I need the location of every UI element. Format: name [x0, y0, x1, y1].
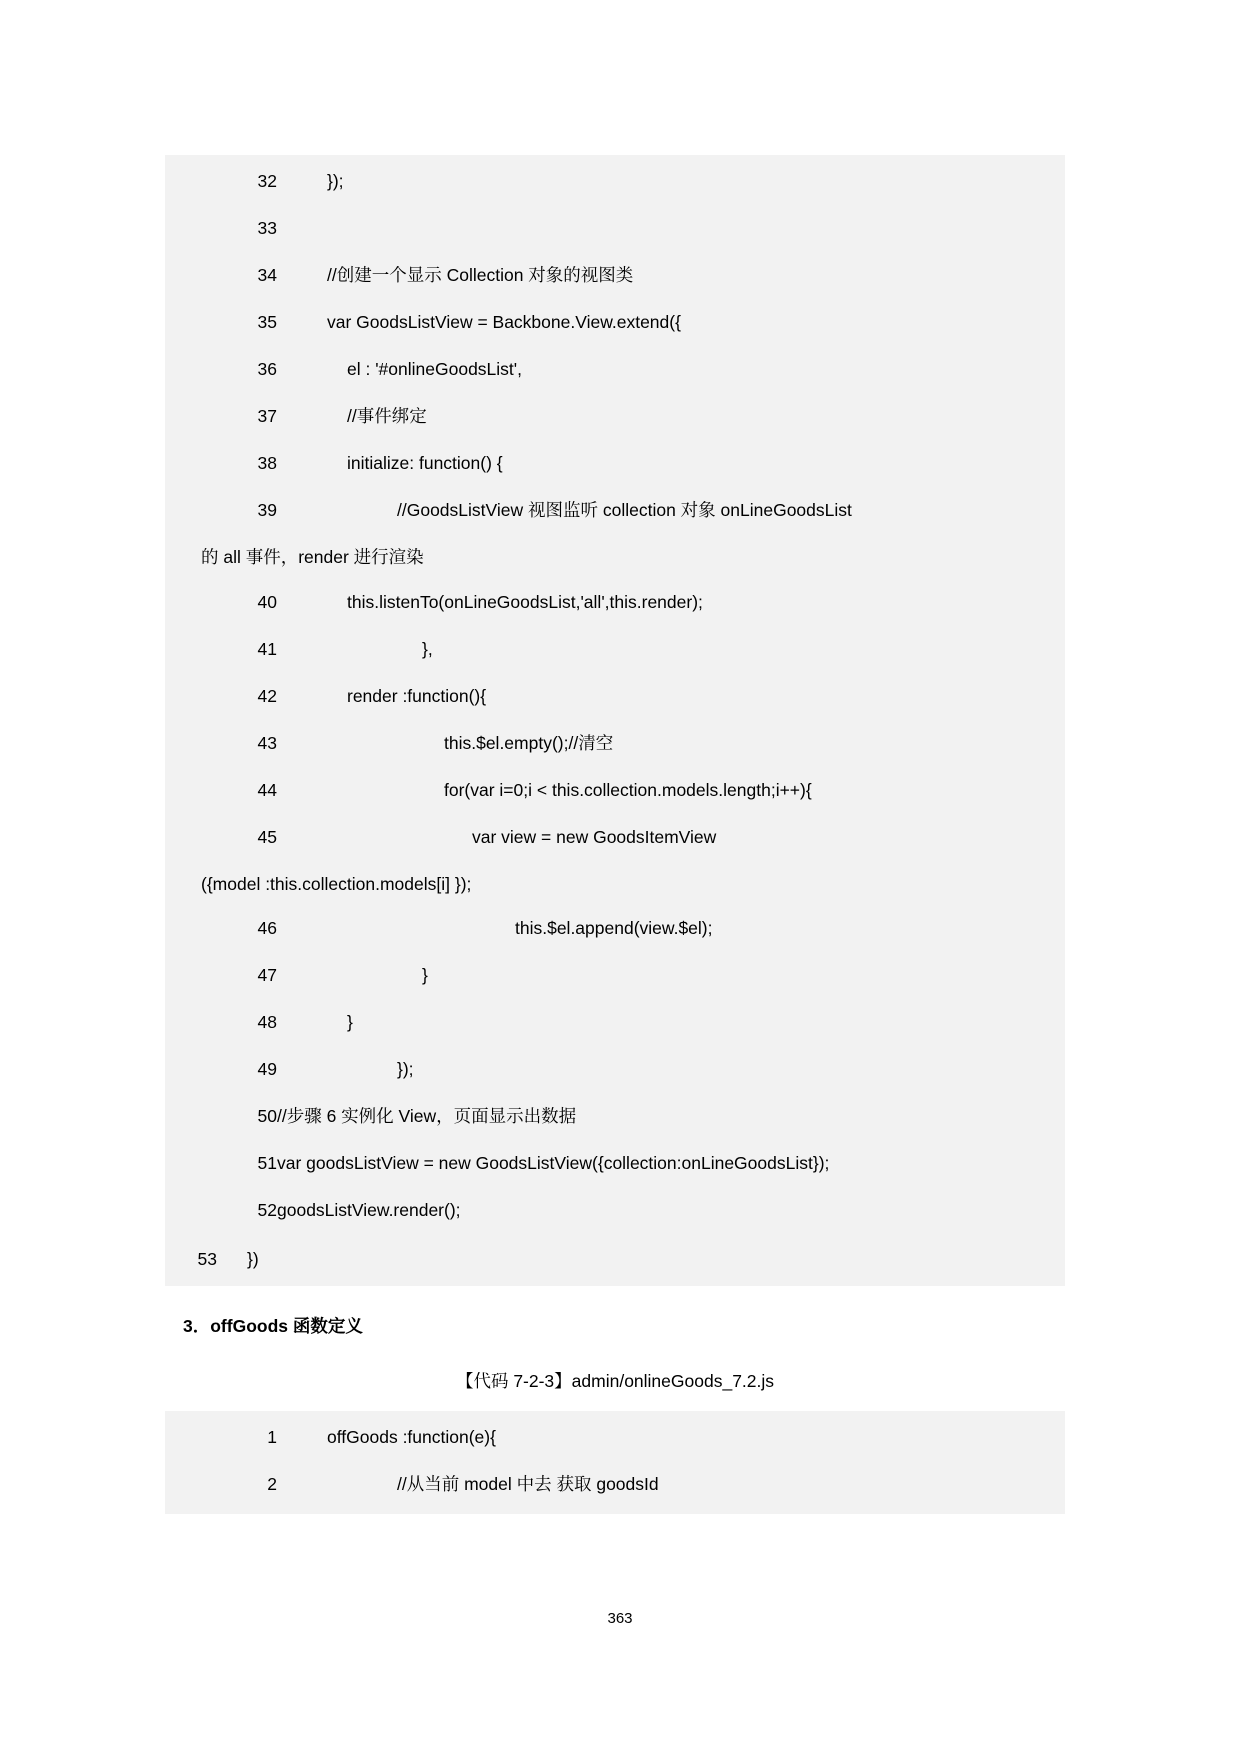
- line-number: 2: [267, 1474, 277, 1494]
- line-number: 48: [257, 1012, 277, 1032]
- line-number: 49: [257, 1059, 277, 1079]
- code-line: [165, 826, 1065, 849]
- code-line: [165, 779, 1065, 802]
- code-line: [165, 1108, 1065, 1128]
- line-number: 38: [257, 453, 277, 473]
- line-text: offGoods :function(e){: [327, 1427, 496, 1447]
- page-content: [165, 155, 1065, 1514]
- line-number: 41: [257, 638, 277, 659]
- line-text: goodsListView.render();: [277, 1200, 461, 1220]
- line-text: this.$el.append(view.$el);: [515, 918, 713, 938]
- line-number: 33: [257, 218, 277, 238]
- code-line: [165, 361, 1065, 381]
- line-text: for(var i=0;i < this.collection.models.length;i++){: [444, 779, 812, 800]
- line-text: //从当前 model 中去 获取 goodsId: [397, 1474, 659, 1494]
- code-line: [165, 732, 1065, 755]
- line-text: });: [397, 1059, 414, 1079]
- line-number: 1: [267, 1427, 277, 1447]
- line-number: 34: [257, 265, 277, 285]
- line-number: 46: [257, 918, 277, 938]
- line-text: });: [327, 171, 344, 191]
- line-number: 45: [257, 826, 277, 847]
- line-text: //步骤 6 实例化 View，页面显示出数据: [277, 1106, 577, 1126]
- line-text: //事件绑定: [347, 406, 427, 426]
- line-number: 36: [257, 359, 277, 379]
- code-line: [165, 1429, 1065, 1449]
- page-footer: 363: [607, 1610, 633, 1627]
- line-text: this.listenTo(onLineGoodsList,'all',this.render);: [347, 591, 703, 612]
- code-line: [165, 1476, 1065, 1496]
- line-number: 39: [257, 500, 277, 520]
- code-block-continuation: [165, 155, 1065, 1286]
- code-line-wrap: 的 all 事件，render 进行渲染: [201, 547, 424, 567]
- code-caption: 【代码 7-2-3】admin/onlineGoods_7.2.js: [455, 1371, 775, 1391]
- code-block-offgoods: [165, 1411, 1065, 1514]
- line-number: 47: [257, 965, 277, 985]
- code-line: [165, 455, 1065, 475]
- line-text: this.$el.empty();//清空: [444, 732, 614, 753]
- code-line: [165, 1155, 1065, 1175]
- code-line: [165, 267, 1065, 287]
- line-text: }): [247, 1249, 259, 1269]
- line-number: 53: [197, 1249, 217, 1269]
- line-text: var goodsListView = new GoodsListView({collection:onLineGoodsList});: [277, 1153, 830, 1173]
- line-text: //创建一个显示 Collection 对象的视图类: [327, 265, 634, 285]
- code-line: [165, 920, 1065, 940]
- line-number: 32: [257, 171, 277, 191]
- line-number: 40: [257, 591, 277, 612]
- code-line-wrap: ({model :this.collection.models[i] });: [201, 873, 472, 894]
- line-text: initialize: function() {: [347, 453, 503, 473]
- line-number: 43: [257, 732, 277, 753]
- line-text: var view = new GoodsItemView: [472, 826, 717, 847]
- line-number: 52: [257, 1200, 277, 1220]
- line-number: 44: [257, 779, 277, 800]
- line-number: 51: [257, 1153, 277, 1173]
- code-line: [165, 1249, 1065, 1272]
- code-line: [165, 220, 1065, 240]
- code-line: [165, 408, 1065, 428]
- code-line: [165, 1014, 1065, 1034]
- section-heading: 3．offGoods 函数定义: [183, 1316, 363, 1336]
- code-line: [165, 502, 1065, 522]
- line-text: }: [422, 965, 428, 985]
- line-text: render :function(){: [347, 685, 487, 706]
- code-line: [165, 1202, 1065, 1222]
- line-number: 37: [257, 406, 277, 426]
- line-number: 50: [257, 1106, 277, 1126]
- code-line: [165, 967, 1065, 987]
- line-number: 42: [257, 685, 277, 706]
- line-text: //GoodsListView 视图监听 collection 对象 onLineGoodsList: [397, 500, 852, 520]
- code-line: [165, 638, 1065, 661]
- code-line: [165, 314, 1065, 334]
- code-line: [165, 591, 1065, 614]
- line-text: },: [422, 638, 433, 659]
- code-line: [165, 173, 1065, 193]
- line-text: }: [347, 1012, 353, 1032]
- code-line: [165, 1061, 1065, 1081]
- line-text: var GoodsListView = Backbone.View.extend({: [327, 312, 681, 332]
- line-text: el : '#onlineGoodsList',: [347, 359, 522, 379]
- line-number: 35: [257, 312, 277, 332]
- code-line: [165, 685, 1065, 708]
